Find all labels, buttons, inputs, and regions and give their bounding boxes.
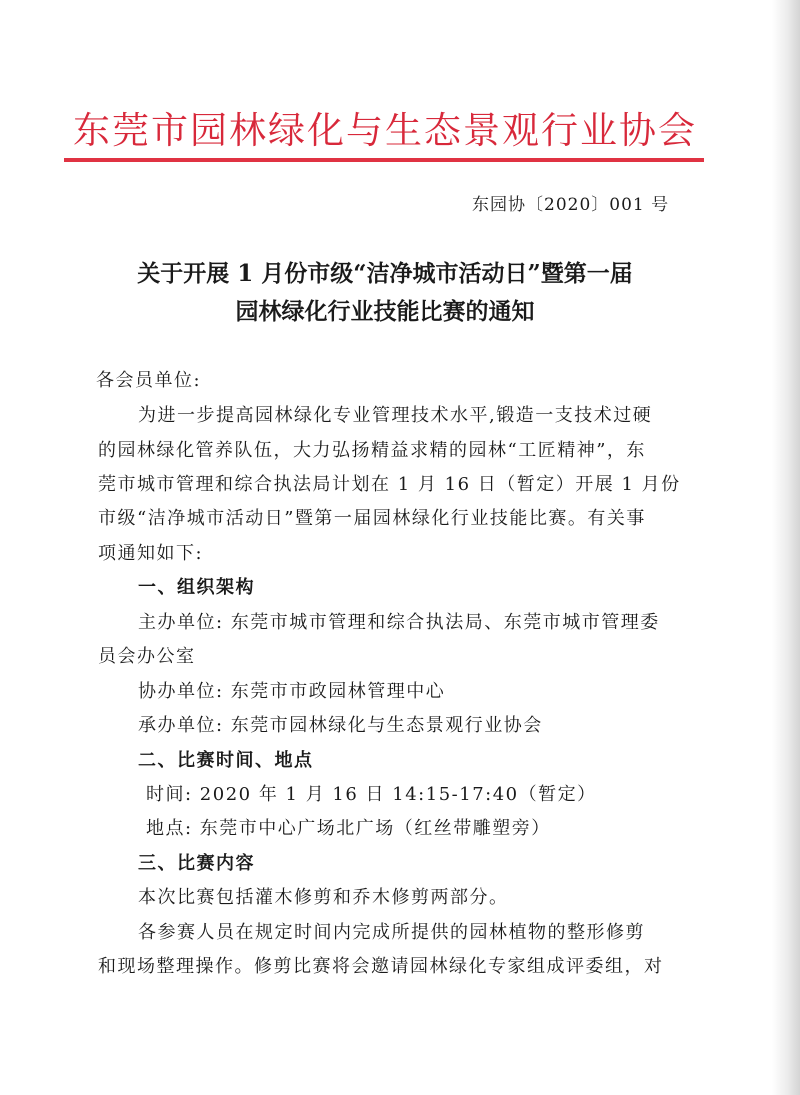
intro-line-2: 的园林绿化管养队伍，大力弘扬精益求精的园林“工匠精神”，东 <box>98 440 646 461</box>
section-heading-time-place: 二、比赛时间、地点 <box>138 750 314 771</box>
content-paragraph-1: 本次比赛包括灌木修剪和乔木修剪两部分。 <box>138 887 509 908</box>
scan-page-edge <box>772 0 800 1095</box>
host-unit-line-1: 主办单位: 东莞市城市管理和综合执法局、东莞市城市管理委 <box>138 612 660 633</box>
content-paragraph-2-line-1: 各参赛人员在规定时间内完成所提供的园林植物的整形修剪 <box>138 922 645 943</box>
competition-place: 地点: 东莞市中心广场北广场（红丝带雕塑旁） <box>146 818 551 839</box>
salutation: 各会员单位: <box>96 370 202 391</box>
document-title-line-2: 园林绿化行业技能比赛的通知 <box>235 298 535 325</box>
content-paragraph-2-line-2: 和现场整理操作。修剪比赛将会邀请园林绿化专家组成评委组，对 <box>98 956 664 977</box>
section-heading-organization: 一、组织架构 <box>138 577 255 598</box>
co-organizer-unit: 协办单位: 东莞市市政园林管理中心 <box>138 681 446 702</box>
intro-line-5: 项通知如下: <box>98 543 204 564</box>
host-unit-line-2: 员会办公室 <box>98 646 196 667</box>
document-number: 东园协〔2020〕001 号 <box>472 195 670 215</box>
document-title-line-1: 关于开展 1 月份市级“洁净城市活动日”暨第一届 <box>137 260 633 287</box>
organization-header: 东莞市园林绿化与生态景观行业协会 <box>73 109 697 152</box>
intro-line-1: 为进一步提高园林绿化专业管理技术水平,锻造一支技术过硬 <box>138 405 653 426</box>
intro-line-3: 莞市城市管理和综合执法局计划在 1 月 16 日（暂定）开展 1 月份 <box>98 474 681 495</box>
section-heading-content: 三、比赛内容 <box>138 853 255 874</box>
red-divider-line <box>64 158 704 162</box>
organizing-unit: 承办单位: 东莞市园林绿化与生态景观行业协会 <box>138 715 543 736</box>
competition-time: 时间: 2020 年 1 月 16 日 14:15-17:40（暂定） <box>146 784 597 805</box>
intro-line-4: 市级“洁净城市活动日”暨第一届园林绿化行业技能比赛。有关事 <box>98 508 646 529</box>
